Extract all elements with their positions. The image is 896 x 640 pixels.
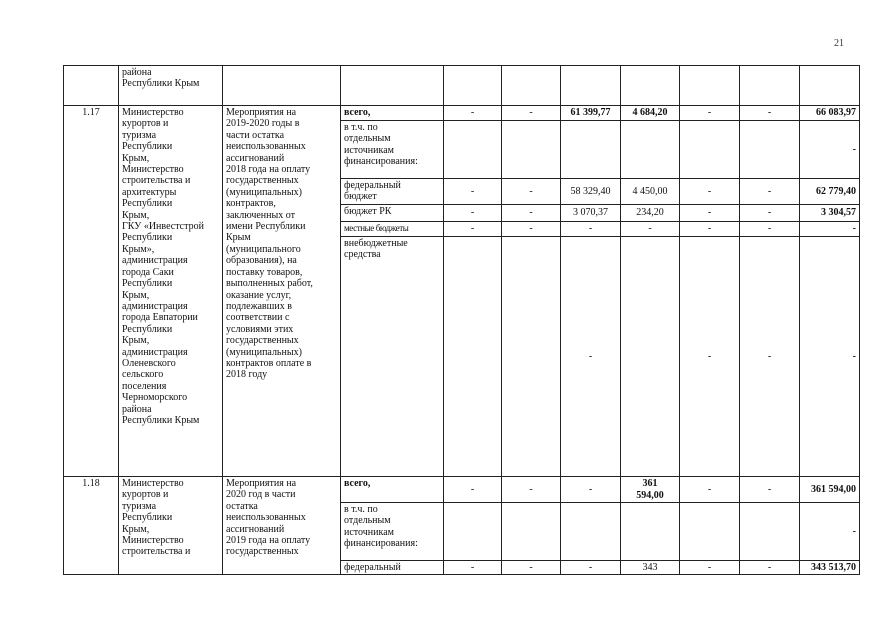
year-value-cell: 4 450,00 — [621, 179, 680, 205]
measure-cell: Мероприятия на 2020 год в части остатка неиспользованных ассигнований 2019 года на оплату государственных — [223, 477, 341, 575]
item-number: 1.17 — [64, 106, 119, 477]
year-value-cell — [444, 503, 502, 561]
year-value-cell: - — [740, 205, 800, 222]
year-value-cell: - — [502, 561, 561, 575]
year-value-cell: - — [502, 179, 561, 205]
year-value-cell — [444, 237, 502, 477]
year-value-cell: 361 594,00 — [621, 477, 680, 503]
year-value-cell: - — [444, 477, 502, 503]
value-cell — [621, 66, 680, 106]
value-cell — [800, 66, 860, 106]
year-value-cell: - — [680, 222, 740, 237]
year-value-cell: - — [680, 106, 740, 121]
funding-source-cell: в т.ч. по отдельным источникам финансирования: — [341, 503, 444, 561]
value-cell — [680, 66, 740, 106]
funding-source-cell: федеральный — [341, 561, 444, 575]
year-value-cell: - — [444, 179, 502, 205]
executor-cell: Министерство курортов и туризма Республики Крым, Министерство строительства и архитектуры Республики Крым, ГКУ «Инвестстрой Республики Крым», администрация города Саки Республики Крым, администрация города Евпатории Республики Крым, администрация Оленевского сельского поселения Черноморского района Республики Крым — [119, 106, 223, 477]
funding-source-cell: местные бюджеты — [341, 222, 444, 237]
year-value-cell — [561, 121, 621, 179]
table-row — [64, 477, 860, 503]
total-value-cell: 361 594,00 — [800, 477, 860, 503]
year-value-cell: - — [444, 561, 502, 575]
total-value-cell: 62 779,40 — [800, 179, 860, 205]
value-cell — [502, 66, 561, 106]
year-value-cell — [444, 121, 502, 179]
measure-cell: Мероприятия на 2019-2020 годы в части остатка неиспользованных ассигнований 2018 года на оплату государственных (муниципальных) контрактов, заключенных от имени Республики Крым (муниципального образования), на поставку товаров, выполненных работ, оказание услуг, подлежавших в соответствии с условиями этих государственных (муниципальных) контрактов оплате в 2018 году — [223, 106, 341, 477]
year-value-cell: - — [502, 106, 561, 121]
funding-source-cell: в т.ч. по отдельным источникам финансирования: — [341, 121, 444, 179]
funding-source-cell: бюджет РК — [341, 205, 444, 222]
year-value-cell: - — [740, 477, 800, 503]
year-value-cell: 3 070,37 — [561, 205, 621, 222]
year-value-cell: - — [680, 179, 740, 205]
year-value-cell: - — [561, 477, 621, 503]
year-value-cell — [502, 121, 561, 179]
page-number: 21 — [834, 38, 844, 49]
funding-source-cell: всего, — [341, 106, 444, 121]
total-value-cell: - — [800, 222, 860, 237]
year-value-cell: - — [444, 205, 502, 222]
year-value-cell — [502, 237, 561, 477]
year-value-cell: - — [740, 561, 800, 575]
year-value-cell — [740, 121, 800, 179]
funding-source-cell: внебюджетные средства — [341, 237, 444, 477]
table-row — [64, 66, 860, 106]
total-value-cell: 343 513,70 — [800, 561, 860, 575]
year-value-cell: - — [740, 222, 800, 237]
year-value-cell: - — [444, 222, 502, 237]
value-cell — [561, 66, 621, 106]
value-cell — [740, 66, 800, 106]
year-value-cell: 343 — [621, 561, 680, 575]
executor-cell: района Республики Крым — [119, 66, 223, 106]
source-cell — [341, 66, 444, 106]
year-value-cell: - — [502, 477, 561, 503]
financing-table — [63, 65, 860, 575]
year-value-cell: - — [740, 179, 800, 205]
year-value-cell: - — [680, 237, 740, 477]
total-value-cell: 3 304,57 — [800, 205, 860, 222]
year-value-cell: - — [561, 222, 621, 237]
total-value-cell: - — [800, 121, 860, 179]
year-value-cell: 58 329,40 — [561, 179, 621, 205]
table-body — [64, 66, 860, 575]
year-value-cell: - — [680, 561, 740, 575]
year-value-cell: - — [502, 222, 561, 237]
year-value-cell: - — [561, 561, 621, 575]
year-value-cell — [680, 503, 740, 561]
year-value-cell — [740, 503, 800, 561]
year-value-cell — [621, 121, 680, 179]
executor-cell: Министерство курортов и туризма Республики Крым, Министерство строительства и — [119, 477, 223, 575]
year-value-cell: - — [680, 205, 740, 222]
item-number: 1.18 — [64, 477, 119, 575]
year-value-cell: - — [561, 237, 621, 477]
total-value-cell: 66 083,97 — [800, 106, 860, 121]
measure-cell — [223, 66, 341, 106]
item-number — [64, 66, 119, 106]
year-value-cell — [561, 503, 621, 561]
year-value-cell: - — [444, 106, 502, 121]
year-value-cell: - — [740, 237, 800, 477]
total-value-cell: - — [800, 237, 860, 477]
year-value-cell: - — [680, 477, 740, 503]
year-value-cell: - — [621, 222, 680, 237]
year-value-cell — [621, 503, 680, 561]
year-value-cell — [621, 237, 680, 477]
year-value-cell — [502, 503, 561, 561]
year-value-cell: 234,20 — [621, 205, 680, 222]
funding-source-cell: всего, — [341, 477, 444, 503]
year-value-cell: - — [502, 205, 561, 222]
year-value-cell: - — [740, 106, 800, 121]
year-value-cell — [680, 121, 740, 179]
total-value-cell: - — [800, 503, 860, 561]
table-row — [64, 106, 860, 121]
year-value-cell: 4 684,20 — [621, 106, 680, 121]
funding-source-cell: федеральный бюджет — [341, 179, 444, 205]
value-cell — [444, 66, 502, 106]
year-value-cell: 61 399,77 — [561, 106, 621, 121]
